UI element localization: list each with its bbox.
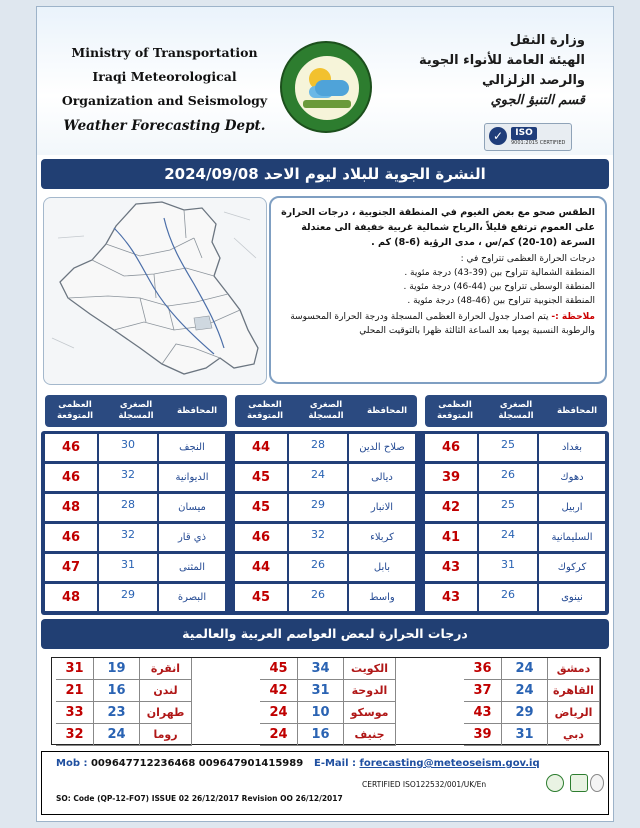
max-expected-temp: 46 xyxy=(45,524,97,551)
min-recorded-temp: 26 xyxy=(289,554,347,581)
min-recorded-temp: 32 xyxy=(99,464,157,491)
governorate-name: بابل xyxy=(349,554,415,581)
max-expected-temp: 46 xyxy=(425,434,477,461)
capital-min-temp: 24 xyxy=(502,658,548,680)
capital-city-name: طهران xyxy=(140,702,192,724)
max-expected-header: العظمى المتوقعة xyxy=(56,400,94,421)
table-header-group xyxy=(235,395,417,427)
check-icon: ✓ xyxy=(489,127,507,145)
capital-min-temp: 16 xyxy=(298,724,344,746)
min-recorded-temp: 28 xyxy=(289,434,347,461)
governorate-name: دهوك xyxy=(539,464,605,491)
iraq-map-outline xyxy=(44,198,266,384)
min-recorded-temp: 29 xyxy=(289,494,347,521)
province-temperature-table xyxy=(41,431,609,615)
governorate-name: نينوى xyxy=(539,584,605,611)
min-recorded-temp: 26 xyxy=(289,584,347,611)
capital-max-temp: 24 xyxy=(260,702,298,724)
capital-max-temp: 31 xyxy=(56,658,94,680)
max-expected-temp: 46 xyxy=(45,434,97,461)
capital-min-temp: 24 xyxy=(94,724,140,746)
header xyxy=(37,7,613,155)
forecast-note xyxy=(279,310,595,338)
governorate-name: النجف xyxy=(159,434,225,461)
governorate-name: البصرة xyxy=(159,584,225,611)
bulletin-title: النشرة الجوية للبلاد ليوم الاحد 2024/09/08 xyxy=(41,159,609,189)
capital-max-temp: 43 xyxy=(464,702,502,724)
capital-max-temp: 37 xyxy=(464,680,502,702)
world-capitals-title: درجات الحرارة لبعض العواصم العربية والعالمية xyxy=(41,619,609,649)
governorate-name: واسط xyxy=(349,584,415,611)
min-recorded-temp: 24 xyxy=(289,464,347,491)
governorate-name: الانبار xyxy=(349,494,415,521)
capital-max-temp: 32 xyxy=(56,724,94,746)
capital-city-name: القاهرة xyxy=(548,680,600,702)
governorate-name: ديالى xyxy=(349,464,415,491)
min-recorded-temp: 25 xyxy=(479,494,537,521)
certification-number: CERTIFIED ISO122532/001/UK/En xyxy=(362,780,487,789)
governorate-header: المحافظة xyxy=(366,405,408,416)
capital-max-temp: 21 xyxy=(56,680,94,702)
department-name-en: Weather Forecasting Dept. xyxy=(63,118,266,134)
min-recorded-header: الصغرى المسجلة xyxy=(118,400,154,421)
iso-certificate-badge xyxy=(484,123,572,151)
max-expected-header: العظمى المتوقعة xyxy=(246,400,284,421)
capital-city-name: دمشق xyxy=(548,658,600,680)
min-recorded-temp: 32 xyxy=(99,524,157,551)
capital-city-name: الرياض xyxy=(548,702,600,724)
capital-max-temp: 24 xyxy=(260,724,298,746)
capital-city-name: انقرة xyxy=(140,658,192,680)
max-expected-temp: 45 xyxy=(235,584,287,611)
email-contact: E-Mail : forecasting@meteoseism.gov.iq xyxy=(314,758,540,769)
governorate-name: بغداد xyxy=(539,434,605,461)
capital-min-temp: 34 xyxy=(298,658,344,680)
max-expected-header: العظمى المتوقعة xyxy=(436,400,474,421)
capital-city-name: لندن xyxy=(140,680,192,702)
partner-logo-icon xyxy=(546,774,564,792)
governorate-name: الديوانية xyxy=(159,464,225,491)
min-recorded-temp: 26 xyxy=(479,464,537,491)
capital-max-temp: 33 xyxy=(56,702,94,724)
capital-min-temp: 16 xyxy=(94,680,140,702)
min-recorded-temp: 31 xyxy=(99,554,157,581)
table-header-group xyxy=(45,395,227,427)
max-expected-temp: 48 xyxy=(45,494,97,521)
max-expected-temp: 47 xyxy=(45,554,97,581)
governorate-header: المحافظة xyxy=(176,405,218,416)
mobile-numbers: Mob : 009647712236468 009647901415989 xyxy=(56,758,304,769)
capital-max-temp: 42 xyxy=(260,680,298,702)
temperature-intro: درجات الحرارة العظمى تتراوح في : المنطقة الشمالية تتراوح بين (39-43) درجة مئوية . المنطقة الوسطى تتراوح بين (44-46) درجة مئوية . المنطقة الجنوبية تتراوح بين (46-48) درجة مئوية . xyxy=(403,254,595,306)
capital-city-name: روما xyxy=(140,724,192,746)
capital-max-temp: 36 xyxy=(464,658,502,680)
capital-city-name: دبي xyxy=(548,724,600,746)
organization-line2-en: Organization and Seismology xyxy=(61,93,268,108)
forecast-description xyxy=(269,196,607,384)
governorate-header: المحافظة xyxy=(556,405,598,416)
governorate-name: المثنى xyxy=(159,554,225,581)
iraq-map xyxy=(43,197,267,385)
min-recorded-temp: 25 xyxy=(479,434,537,461)
north-region-range: المنطقة الشمالية تتراوح بين (39-43) درجة مئوية . xyxy=(404,268,595,278)
capital-min-temp: 31 xyxy=(298,680,344,702)
partner-logo-icon xyxy=(570,774,588,792)
governorate-name: ميسان xyxy=(159,494,225,521)
max-expected-temp: 44 xyxy=(235,434,287,461)
email-link[interactable]: forecasting@meteoseism.gov.iq xyxy=(359,758,540,769)
capital-min-temp: 23 xyxy=(94,702,140,724)
max-expected-temp: 44 xyxy=(235,554,287,581)
min-recorded-temp: 32 xyxy=(289,524,347,551)
min-recorded-temp: 29 xyxy=(99,584,157,611)
department-name-ar: قسم التنبؤ الجوي xyxy=(490,93,585,108)
max-expected-temp: 46 xyxy=(235,524,287,551)
capital-min-temp: 10 xyxy=(298,702,344,724)
max-expected-temp: 48 xyxy=(45,584,97,611)
south-region-range: المنطقة الجنوبية تتراوح بين (46-48) درجة مئوية . xyxy=(407,296,595,306)
capital-min-temp: 29 xyxy=(502,702,548,724)
table-header-group xyxy=(425,395,607,427)
ministry-name-ar: وزارة النقل xyxy=(509,33,585,48)
capital-min-temp: 19 xyxy=(94,658,140,680)
capitals-temperature-table xyxy=(51,657,601,745)
bulletin-page xyxy=(36,6,614,822)
capital-city-name: الدوحة xyxy=(344,680,396,702)
max-expected-temp: 46 xyxy=(45,464,97,491)
ministry-name-en: Ministry of Transportation xyxy=(71,45,258,60)
document-code: SO: Code (QP-12-FO7) ISSUE 02 26/12/2017 Revision OO 26/12/2017 xyxy=(56,794,343,803)
note-text: يتم اصدار جدول الحرارة العظمى المسجلة ودرجة الحرارة المحسوسة والرطوبة النسبية يوميا بعد الساعة الثالثة ظهرا بالتوقيت المحلي xyxy=(290,312,595,336)
capital-max-temp: 45 xyxy=(260,658,298,680)
max-expected-temp: 43 xyxy=(425,554,477,581)
capital-city-name: الكويت xyxy=(344,658,396,680)
min-recorded-header: الصغرى المسجلة xyxy=(498,400,534,421)
max-expected-temp: 45 xyxy=(235,464,287,491)
governorate-name: اربيل xyxy=(539,494,605,521)
governorate-name: صلاح الدين xyxy=(349,434,415,461)
middle-region-range: المنطقة الوسطى تتراوح بين (44-46) درجة مئوية . xyxy=(403,282,595,292)
capital-city-name: موسكو xyxy=(344,702,396,724)
min-recorded-temp: 26 xyxy=(479,584,537,611)
max-expected-temp: 42 xyxy=(425,494,477,521)
organization-line1-en: Iraqi Meteorological xyxy=(92,69,237,84)
max-expected-temp: 39 xyxy=(425,464,477,491)
note-label: ملاحظة :- xyxy=(551,312,595,322)
governorate-name: كربلاء xyxy=(349,524,415,551)
forecast-summary: الطقس صحو مع بعض الغيوم في المنطقة الجنوبية ، درجات الحرارة على العموم ترتفع قليلاً ،الرياح شمالية غربية خفيفة الى معتدلة السرعة (10-20) كم/س ، مدى الرؤية (6-8) كم . xyxy=(281,207,595,248)
max-expected-temp: 41 xyxy=(425,524,477,551)
governorate-name: السليمانية xyxy=(539,524,605,551)
capital-max-temp: 39 xyxy=(464,724,502,746)
capital-city-name: جنيف xyxy=(344,724,396,746)
footer xyxy=(41,751,609,815)
governorate-name: ذي قار xyxy=(159,524,225,551)
min-recorded-temp: 28 xyxy=(99,494,157,521)
organization-line2-ar: والرصد الزلزالي xyxy=(482,73,585,88)
iso-number: 9001:2015 CERTIFIED xyxy=(511,140,566,146)
min-recorded-temp: 31 xyxy=(479,554,537,581)
capital-min-temp: 31 xyxy=(502,724,548,746)
iso-label: ISO xyxy=(511,127,537,140)
governorate-name: كركوك xyxy=(539,554,605,581)
min-recorded-temp: 24 xyxy=(479,524,537,551)
max-expected-temp: 45 xyxy=(235,494,287,521)
min-recorded-temp: 30 xyxy=(99,434,157,461)
min-recorded-header: الصغرى المسجلة xyxy=(308,400,344,421)
organization-line1-ar: الهيئة العامة للأنواء الجوية xyxy=(419,53,585,68)
organization-logo xyxy=(280,41,372,133)
capital-min-temp: 24 xyxy=(502,680,548,702)
partner-logo-icon xyxy=(590,774,604,792)
max-expected-temp: 43 xyxy=(425,584,477,611)
